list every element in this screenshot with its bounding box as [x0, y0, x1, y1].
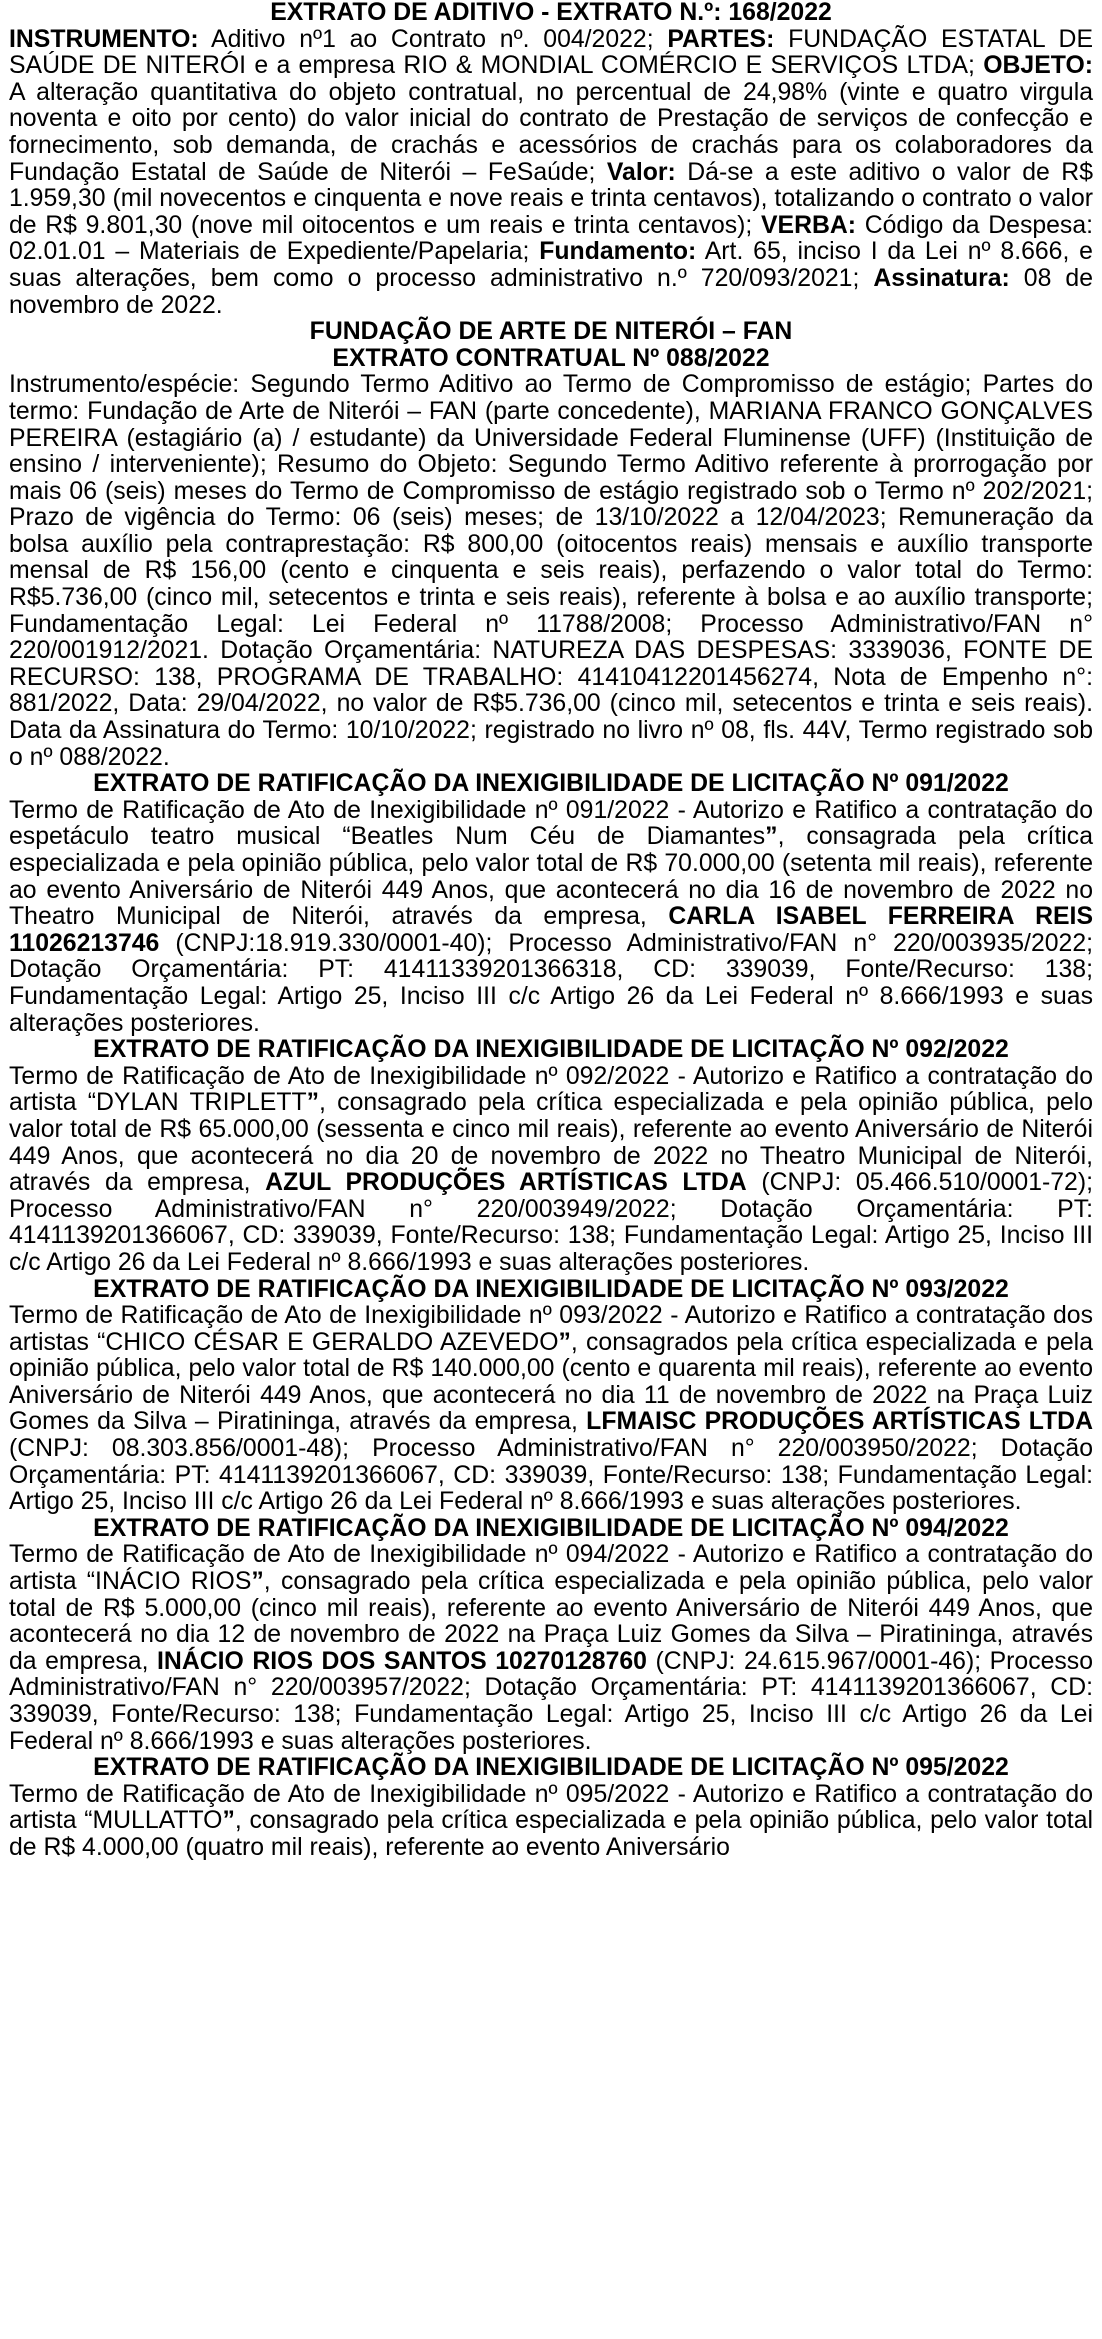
- bold-text-run: Fundamento:: [539, 238, 697, 266]
- bold-text-run: INÁCIO RIOS DOS SANTOS 10270128760: [157, 1647, 647, 1675]
- text-run: Termo de Ratificação de Ato de Inexigibilidade nº 092/2022 - Autorizo e Ratifico a contratação do artista “DYLAN TRIPLETT: [9, 1062, 1093, 1117]
- bold-text-run: AZUL PRODUÇÕES ARTÍSTICAS LTDA: [265, 1169, 747, 1197]
- section-heading: EXTRATO DE RATIFICAÇÃO DA INEXIGIBILIDADE DE LICITAÇÃO Nº 092/2022: [93, 1036, 1009, 1064]
- text-run: (CNPJ: 05.466.510/0001-72); Processo Administrativo/FAN n° 220/003949/2022; Dotação Orçamentária: PT: 4141139201366067, CD: 339039, Fonte/Recurso: 138; Fundamentação Legal: Artigo 25, Inciso III c/c Artigo 26 da Lei Federal nº 8.666/1993 e suas alterações posteriores.: [9, 1169, 1093, 1276]
- bold-text-run: ”: [251, 1568, 264, 1596]
- section-heading: EXTRATO DE RATIFICAÇÃO DA INEXIGIBILIDADE DE LICITAÇÃO Nº 091/2022: [93, 770, 1009, 798]
- text-run: Código da Despesa: 02.01.01 – Materiais de Expediente/Papelaria;: [9, 211, 1093, 266]
- section-heading: EXTRATO DE RATIFICAÇÃO DA INEXIGIBILIDADE DE LICITAÇÃO Nº 094/2022: [93, 1514, 1009, 1542]
- text-run: Aditivo nº1 ao Contrato nº. 004/2022;: [198, 25, 668, 53]
- text-run: A alteração quantitativa do objeto contratual, no percentual de 24,98% (vinte e quatro virgula noventa e oito por cento) do valor inicial do contrato de Prestação de serviços de confecção e fornecimento, sob demanda, de crachás e acessórios de crachás para os colaboradores da Fundação Estatal de Saúde de Niterói – FeSaúde;: [9, 78, 1093, 186]
- section-body: [9, 372, 1093, 771]
- section-body: [9, 27, 1093, 320]
- bold-text-run: INSTRUMENTO:: [9, 25, 199, 53]
- section-body: [9, 1782, 1093, 1862]
- text-run: Dá-se a este aditivo o valor de R$ 1.959,30 (mil novecentos e cinquenta e nove reais e trinta centavos), totalizando o contrato o valor de R$ 9.801,30 (nove mil oitocentos e um reais e trinta centavos);: [9, 158, 1093, 239]
- section-body: [9, 1542, 1093, 1755]
- bold-text-run: OBJETO:: [983, 52, 1093, 80]
- bold-text-run: Assinatura:: [873, 264, 1010, 292]
- text-run: (CNPJ:18.919.330/0001-40); Processo Administrativo/FAN n° 220/003935/2022; Dotação Orçamentária: PT: 41411339201366318, CD: 339039, Fonte/Recurso: 138; Fundamentação Legal: Artigo 25, Inciso III c/c Artigo 26 da Lei Federal nº 8.666/1993 e suas alterações posteriores.: [9, 929, 1093, 1037]
- section-heading: EXTRATO DE ADITIVO - EXTRATO N.º: 168/2022: [270, 0, 832, 26]
- bold-text-run: CARLA ISABEL FERREIRA REIS 11026213746: [9, 903, 1093, 957]
- text-run: , consagrado pela crítica especializada e pela opinião pública, pelo valor total de R$ 65.000,00 (sessenta e cinco mil reais), referente ao evento Aniversário de Niterói 449 Anos, que acontecerá no dia 20 de novembro de 2022 no Theatro Municipal de Niterói, através da empresa,: [9, 1089, 1093, 1197]
- bold-text-run: Valor:: [606, 158, 676, 186]
- text-run: 08 de novembro de 2022.: [9, 264, 1093, 319]
- text-run: Termo de Ratificação de Ato de Inexigibilidade nº 095/2022 - Autorizo e Ratifico a contratação do artista “MULLATTO: [9, 1780, 1093, 1835]
- text-run: , consagrados pela crítica especializada e pela opinião pública, pelo valor total de R$ 140.000,00 (cento e quarenta mil reais), referente ao evento Aniversário de Niterói 449 Anos, que acontecerá no dia 11 de novembro de 2022 na Praça Luiz Gomes da Silva – Piratininga, através da empresa,: [9, 1328, 1093, 1436]
- section-heading: EXTRATO DE RATIFICAÇÃO DA INEXIGIBILIDADE DE LICITAÇÃO Nº 093/2022: [93, 1275, 1009, 1303]
- text-run: Art. 65, inciso I da Lei nº 8.666, e suas alterações, bem como o processo administrativo n.º 720/093/2021;: [9, 238, 1093, 292]
- text-run: , consagrado pela crítica especializada e pela opinião pública, pelo valor total de R$ 5.000,00 (cinco mil reais), referente ao evento Aniversário de Niterói 449 Anos, que acontecerá no dia 12 de novembro de 2022 na Praça Luiz Gomes da Silva – Piratininga, através da empresa,: [9, 1568, 1093, 1675]
- text-run: Instrumento/espécie: Segundo Termo Aditivo ao Termo de Compromisso de estágio; Partes do termo: Fundação de Arte de Niterói – FAN (parte concedente), MARIANA FRANCO GONÇALVES PEREIRA (estagiário (a) / estudante) da Universidade Federal Fluminense (UFF) (Instituição de ensino / interveniente); Resumo do Objeto: Segundo Termo Aditivo referente à prorrogação por mais 06 (seis) meses do Termo de Compromisso de estágio registrado sob o Termo nº 202/2021; Prazo de vigência do Termo: 06 (seis) meses; de 13/10/2022 a 12/04/2023; Remuneração da bolsa auxílio pela contraprestação: R$ 800,00 (oitocentos reais) mensais e auxílio transporte mensal de R$ 156,00 (cento e cinquenta e seis reais), perfazendo o valor total do Termo: R$5.736,00 (cinco mil, setecentos e trinta e seis reais), referente à bolsa e ao auxílio transporte; Fundamentação Legal: Lei Federal nº 11788/2008; Processo Administrativo/FAN n° 220/001912/2021. Dotação Orçamentária: NATUREZA DAS DESPESAS: 3339036, FONTE DE RECURSO: 138, PROGRAMA DE TRABALHO: 41410412201456274, Nota de Empenho n°: 881/2022, Data: 29/04/2022, no valor de R$5.736,00 (cinco mil, setecentos e trinta e seis reais). Data da Assinatura do Termo: 10/10/2022; registrado no livro nº 08, fls. 44V, Termo registrado sob o nº 088/2022.: [9, 371, 1093, 771]
- bold-text-run: ”: [765, 823, 778, 851]
- text-run: Termo de Ratificação de Ato de Inexigibilidade nº 093/2022 - Autorizo e Ratifico a contratação dos artistas “CHICO CÉSAR E GERALDO AZEVEDO: [9, 1302, 1093, 1356]
- text-run: , consagrado pela crítica especializada e pela opinião pública, pelo valor total de R$ 4.000,00 (quatro mil reais), referente ao evento Aniversário: [9, 1807, 1093, 1861]
- text-run: (CNPJ: 24.615.967/0001-46); Processo Administrativo/FAN n° 220/003957/2022; Dotação Orçamentária: PT: 4141139201366067, CD: 339039, Fonte/Recurso: 138; Fundamentação Legal: Artigo 25, Inciso III c/c Artigo 26 da Lei Federal nº 8.666/1993 e suas alterações posteriores.: [9, 1647, 1093, 1755]
- bold-text-run: ”: [222, 1807, 235, 1835]
- bold-text-run: LFMAISC PRODUÇÕES ARTÍSTICAS LTDA: [586, 1408, 1093, 1436]
- text-run: , consagrada pela crítica especializada e pela opinião pública, pelo valor total de R$ 70.000,00 (setenta mil reais), referente ao evento Aniversário de Niterói 449 Anos, que acontecerá no dia 16 de novembro de 2022 no Theatro Municipal de Niterói, através da empresa,: [9, 823, 1093, 931]
- text-run: (CNPJ: 08.303.856/0001-48); Processo Administrativo/FAN n° 220/003950/2022; Dotação Orçamentária: PT: 4141139201366067, CD: 339039, Fonte/Recurso: 138; Fundamentação Legal: Artigo 25, Inciso III c/c Artigo 26 da Lei Federal nº 8.666/1993 e suas alterações posteriores.: [9, 1435, 1093, 1516]
- text-run: FUNDAÇÃO ESTATAL DE SAÚDE DE NITERÓI e a empresa RIO & MONDIAL COMÉRCIO E SERVIÇOS LTDA;: [9, 25, 1094, 80]
- bold-text-run: ”: [306, 1089, 320, 1117]
- section-body: [9, 1303, 1093, 1516]
- text-run: Termo de Ratificação de Ato de Inexigibilidade nº 094/2022 - Autorizo e Ratifico a contratação do artista “INÁCIO RIOS: [9, 1541, 1093, 1596]
- section-heading: EXTRATO CONTRATUAL Nº 088/2022: [332, 344, 770, 372]
- section-body: [9, 1064, 1093, 1277]
- bold-text-run: VERBA:: [760, 211, 857, 239]
- section-body: [9, 798, 1093, 1037]
- bold-text-run: PARTES:: [667, 25, 775, 53]
- text-run: Termo de Ratificação de Ato de Inexigibilidade nº 091/2022 - Autorizo e Ratifico a contratação do espetáculo teatro musical “Beatles Num Céu de Diamantes: [9, 796, 1093, 851]
- bold-text-run: ”: [558, 1328, 571, 1356]
- section-heading: EXTRATO DE RATIFICAÇÃO DA INEXIGIBILIDADE DE LICITAÇÃO Nº 095/2022: [93, 1754, 1009, 1782]
- section-heading: FUNDAÇÃO DE ARTE DE NITERÓI – FAN: [309, 318, 793, 346]
